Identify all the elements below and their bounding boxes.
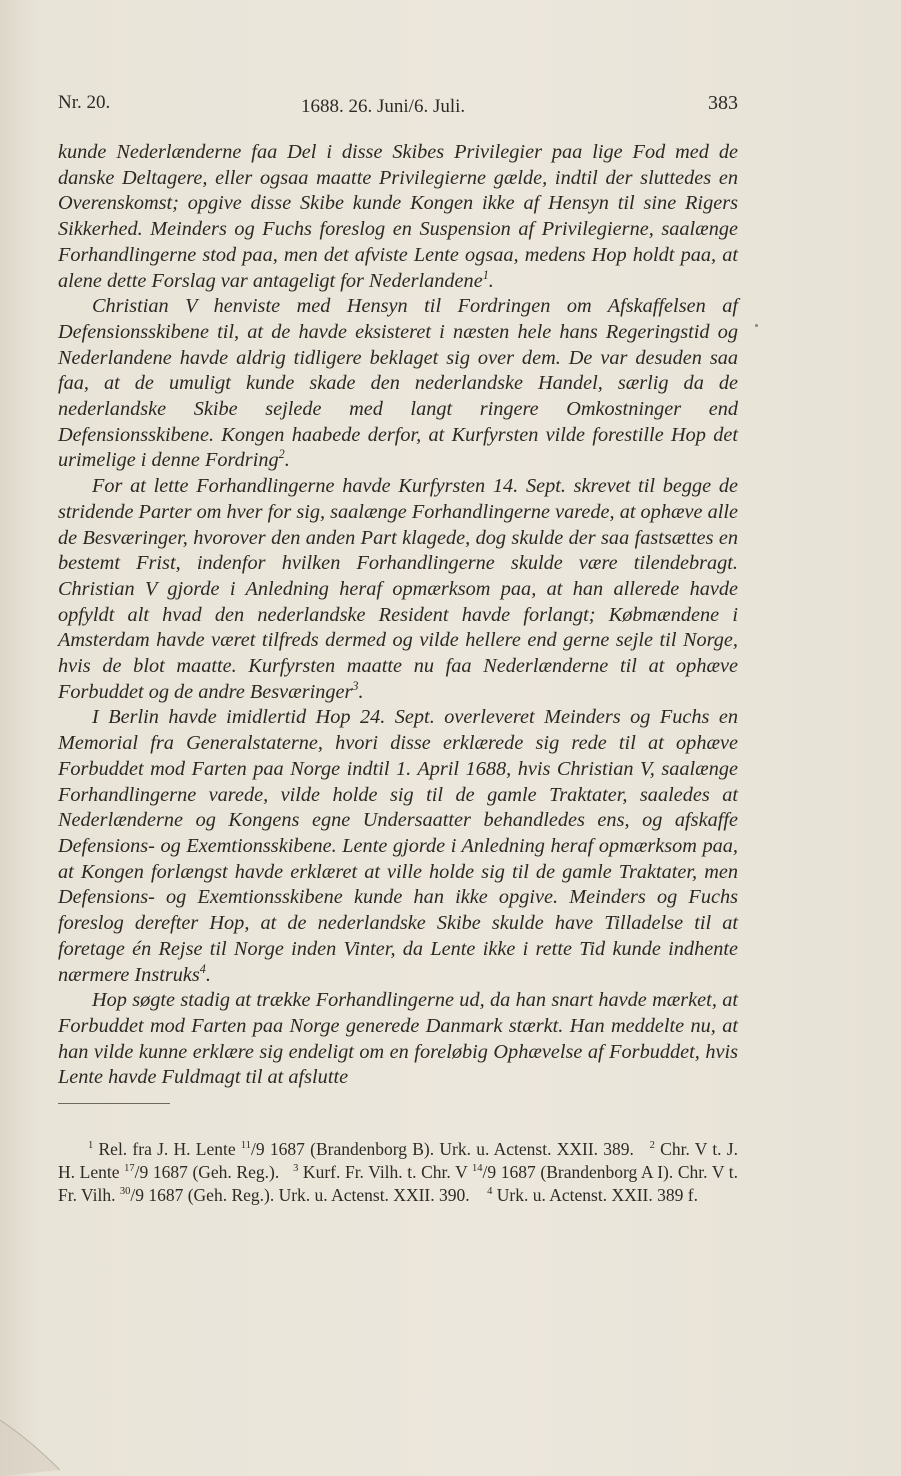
footnote-date-month: /9 [482, 1162, 497, 1182]
document-number: Nr. 20. [58, 92, 111, 113]
page-header [58, 92, 738, 122]
footnote-divider [58, 1103, 170, 1104]
paragraph [58, 294, 738, 474]
footnote-text: 1687 (Geh. Reg.). Urk. u. Actenst. XXII. 390. [143, 1185, 470, 1205]
footnote-ref[interactable]: 3 [352, 679, 359, 693]
body-text [58, 140, 738, 1091]
paragraph [58, 140, 738, 294]
margin-speck [755, 324, 758, 327]
footnote-date-month: /9 [251, 1139, 265, 1159]
paragraph-text: Christian V henviste med Hensyn til Fordringen om Afskaffelsen af Defensionsskibene til, at de havde eksisteret i næsten hele hans Regeringstid og Nederlandene havde aldrig tidligere beklaget sig over dem. De var desuden saa faa, at de umuligt kunde skade den nederlandske Handel, særlig da de nederlandske Skibe sejlede med langt ringere Omkostninger end Defensionsskibene. Kongen haabede derfor, at Kurfyrsten vilde forestille Hop det urimelige i denne Fordring [58, 295, 738, 472]
paragraph-text: kunde Nederlænderne faa Del i disse Skibes Privilegier paa lige Fod med de danske Deltagere, eller ogsaa maatte Privilegierne gælde, indtil der sluttedes en Overenskomst; opgive disse Skibe kunde Kongen ikke af Hensyn til sine Rigers Sikkerhed. Meinders og Fuchs foreslog en Suspension af Privilegierne, saalænge Forhandlingerne stod paa, men det afviste Lente ogsaa, medens Hop holdt paa, at alene dette Forslag var antageligt for Nederlandene [58, 141, 738, 292]
footnote-text: Rel. fra J. H. Lente [93, 1139, 241, 1159]
footnote-date-day: 30 [119, 1186, 131, 1198]
footnote-mark: 3 [293, 1163, 299, 1175]
page-number: 383 [708, 92, 738, 114]
paragraph-text: I Berlin havde imidlertid Hop 24. Sept. overleveret Meinders og Fuchs en Memorial fra Generalstaterne, hvori disse erklærede sig rede til at ophæve Forbuddet mod Farten paa Norge indtil 1. April 1688, hvis Christian V, saalænge Forhandlingerne varede, vilde holde sig til de gamle Traktater, saaledes at Nederlænderne og Kongens egne Undersaatter behandledes ens, og afskaffe Defensions- og Exemtionsskibene. Lente gjorde i Anledning heraf opmærksom paa, at Kongen forlængst havde erklæret at ville holde sig til de gamle Traktater, men Defensions- og Exemtionsskibene kunde han ikke opgive. Meinders og Fuchs foreslog derefter Hop, at de nederlandske Skibe skulde have Tilladelse til at foretage én Rejse til Norge inden Vinter, da Lente ikke i rette Tid kunde indhente nærmere Instruks [58, 706, 738, 986]
paragraph-text: For at lette Forhandlingerne havde Kurfyrsten 14. Sept. skrevet til begge de stridende Parter om hver for sig, saalænge Forhandlingerne varede, at ophæve alle de Besværinger, hvorover den anden Part klagede, dog skulde der saa fastsættes en bestemt Frist, indenfor hvilken Forhandlingerne skulde være tilendebragt. Christian V gjorde i Anledning heraf opmærksom paa, at han allerede havde opfyldt alt hvad den nederlandske Resident havde forlangt; Købmændene i Amsterdam havde været tilfreds dermed og vilde hellere end gerne sejle til Norge, hvis de blot maatte. Kurfyrsten maatte nu faa Nederlænderne til at ophæve Forbuddet og de andre Besværinger [58, 475, 738, 703]
footnote-text: 1687 (Brandenborg A I). Chr. V t. Fr. Vilh. [58, 1162, 739, 1205]
footnote-date-month: /9 [130, 1185, 144, 1205]
paragraph [58, 705, 738, 988]
footnote-text: Urk. u. Actenst. XXII. 389 f. [492, 1185, 698, 1205]
footnote-mark: 2 [649, 1140, 655, 1152]
page-curl-shadow [0, 1400, 60, 1476]
footnote-text: 1687 (Brandenborg B). Urk. u. Actenst. XXII. 389. [264, 1139, 634, 1159]
paragraph-end: . [205, 963, 211, 986]
paragraph-end: . [488, 269, 494, 292]
footnote-block [58, 1138, 738, 1207]
footnote-ref[interactable]: 1 [482, 267, 489, 282]
footnote-ref[interactable]: 4 [199, 961, 206, 976]
footnote-text: 1687 (Geh. Reg.). [148, 1162, 280, 1182]
footnote-date-day: 17 [124, 1163, 135, 1175]
footnote-text: Kurf. Fr. Vilh. t. Chr. V [298, 1162, 473, 1182]
footnote-date-day: 11 [240, 1140, 252, 1152]
footnote-mark: 1 [88, 1140, 94, 1152]
footnote-date-month: /9 [134, 1162, 149, 1182]
paragraph [58, 988, 738, 1091]
footnote-text: Chr. V t. J. H. Lente [58, 1139, 738, 1182]
footnotes [58, 1138, 738, 1207]
paragraph-text: Hop søgte stadig at trække Forhandlingerne ud, da han snart havde mærket, at Forbuddet mod Farten paa Norge generede Danmark stærkt. Han meddelte nu, at han vilde kunne erklære sig endeligt om en foreløbig Ophævelse af Forbuddet, hvis Lente havde Fuldmagt til at afslutte [58, 989, 738, 1089]
paragraph-end: . [284, 449, 290, 472]
paragraph-end: . [358, 680, 364, 703]
footnote-ref[interactable]: 2 [278, 447, 285, 462]
footnote-date-day: 14 [472, 1163, 483, 1175]
paragraph [58, 474, 738, 705]
footnote-mark: 4 [487, 1186, 493, 1198]
running-head-date: 1688. 26. Juni/6. Juli. [301, 96, 466, 117]
